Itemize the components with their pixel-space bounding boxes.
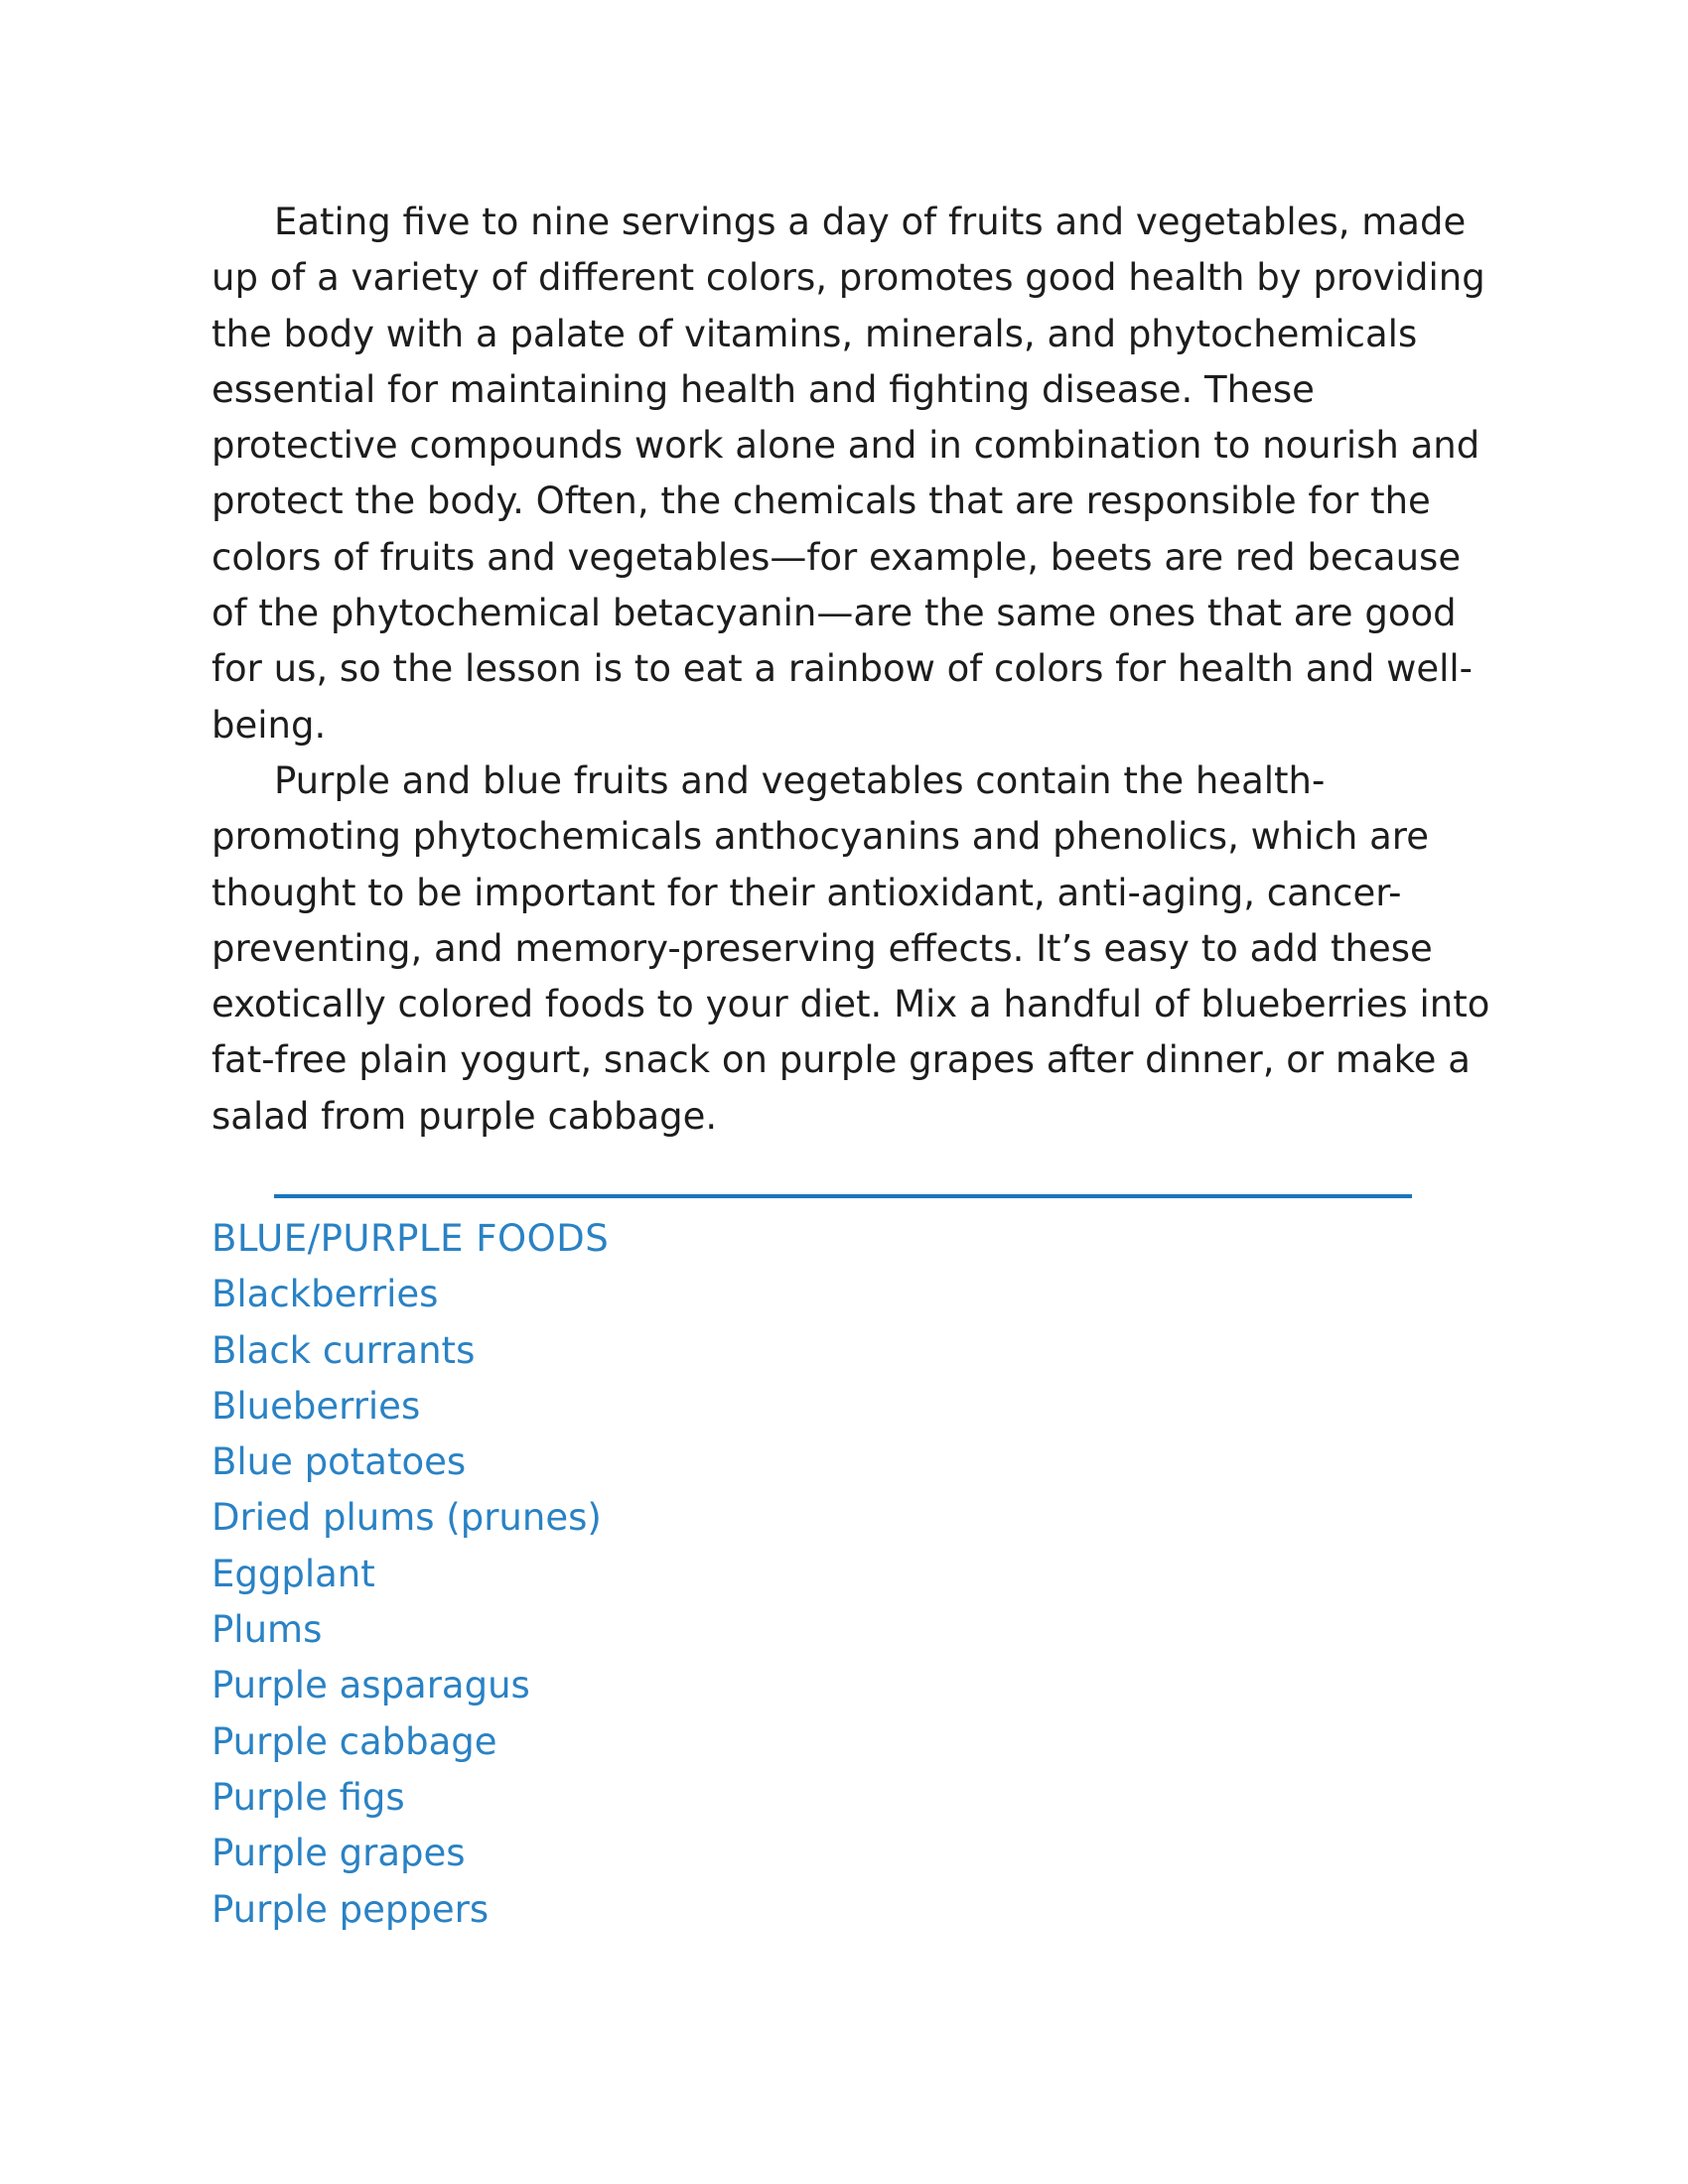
food-list-section bbox=[211, 1211, 1204, 1938]
food-list-item: Eggplant bbox=[211, 1552, 375, 1595]
food-list-item: Purple peppers bbox=[211, 1887, 490, 1931]
food-list-item: Blue potatoes bbox=[211, 1440, 467, 1484]
paragraph-purple-blue: Purple and blue fruits and vegetables contain the health-promoting phytochemicals anthocyanins and phenolics, which are thought to be important for their antioxidant, anti-aging, cancer-preventing, and memory-preserving effects. It’s easy to add these exotically colored foods to your diet. Mix a handful of blueberries into fat-free plain yogurt, snack on purple grapes after dinner, or make a salad from purple cabbage. bbox=[211, 758, 1490, 1138]
food-list-item: Blueberries bbox=[211, 1384, 421, 1428]
food-list-item: Purple grapes bbox=[211, 1832, 466, 1875]
food-list-item: Black currants bbox=[211, 1328, 476, 1372]
food-list-item: Purple asparagus bbox=[211, 1664, 530, 1707]
food-list-item: Purple figs bbox=[211, 1775, 405, 1819]
food-list bbox=[211, 1267, 1204, 1938]
food-list-item: Blackberries bbox=[211, 1273, 439, 1316]
paragraph-intro: Eating five to nine servings a day of fruits and vegetables, made up of a variety of different colors, promotes good health by providing the body with a palate of vitamins, minerals, and phytochemicals essential for maintaining health and fighting disease. These protective compounds work alone and in combination to nourish and protect the body. Often, the chemicals that are responsible for the colors of fruits and vegetables—for example, beets are red because of the phytochemical betacyanin—are the same ones that are good for us, so the lesson is to eat a rainbow of colors for health and well-being. bbox=[211, 201, 1485, 747]
food-list-item: Dried plums (prunes) bbox=[211, 1496, 602, 1540]
body-text bbox=[211, 195, 1492, 1145]
food-list-heading: BLUE/PURPLE FOODS bbox=[211, 1217, 610, 1260]
food-list-item: Plums bbox=[211, 1608, 323, 1652]
section-divider bbox=[274, 1194, 1412, 1198]
food-list-item: Purple cabbage bbox=[211, 1719, 497, 1763]
